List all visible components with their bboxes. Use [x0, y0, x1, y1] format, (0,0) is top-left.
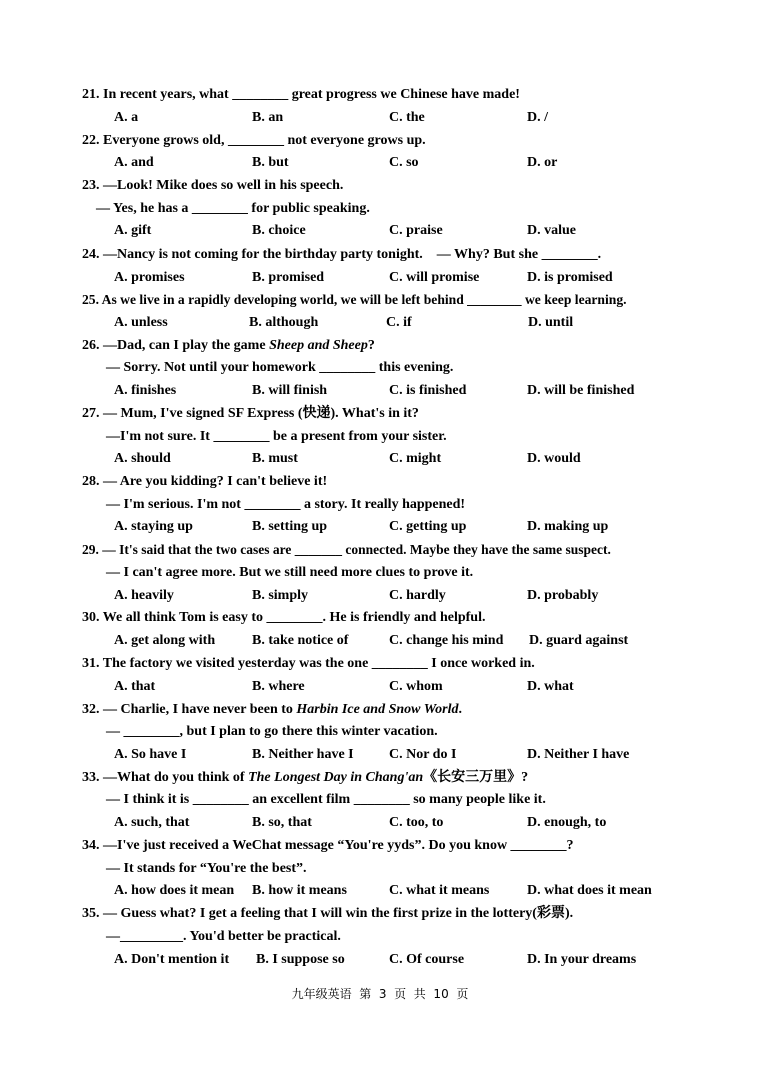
option-b: B. must	[252, 451, 298, 466]
option-a: A. get along with	[114, 633, 216, 648]
question-22-options	[0, 152, 760, 174]
option-d: D. will be finished	[527, 383, 635, 398]
option-b: B. setting up	[252, 519, 328, 534]
question-34-options	[0, 880, 760, 902]
option-d: D. until	[528, 315, 574, 330]
option-c: C. is finished	[389, 383, 467, 398]
option-d: D. /	[527, 110, 548, 125]
option-c: C. so	[389, 155, 419, 170]
place-name: Harbin Ice and Snow World	[296, 702, 459, 717]
game-title: Sheep and Sheep	[269, 338, 368, 353]
option-d: D. In your dreams	[527, 952, 637, 967]
question-27-options	[0, 448, 760, 470]
option-c: C. Nor do I	[389, 747, 457, 762]
question-33-reply: — I think it is ________ an excellent film ________ so many people like it.	[106, 792, 546, 807]
question-23-reply: — Yes, he has a ________ for public speaking.	[96, 201, 370, 216]
question-31-options	[0, 676, 760, 698]
question-23-stem: 23. —Look! Mike does so well in his speech.	[82, 178, 344, 193]
question-34-reply: — It stands for “You're the best”.	[106, 861, 307, 876]
option-d: D. enough, to	[527, 815, 607, 830]
option-b: B. I suppose so	[256, 952, 345, 967]
question-25-stem: 25. As we live in a rapidly developing world, we will be left behind ________ we keep learning.	[82, 292, 627, 307]
question-34-stem: 34. —I've just received a WeChat message “You're yyds”. Do you know ________?	[82, 838, 574, 853]
option-a: A. that	[114, 679, 156, 694]
option-c: C. will promise	[389, 270, 480, 285]
option-c: C. hardly	[389, 588, 446, 603]
question-28-stem: 28. — Are you kidding? I can't believe it!	[82, 474, 328, 489]
question-31-stem: 31. The factory we visited yesterday was the one ________ I once worked in.	[82, 656, 535, 671]
question-27-stem: 27. — Mum, I've signed SF Express (快递). What's in it?	[82, 406, 419, 421]
question-32-reply: — ________, but I plan to go there this winter vacation.	[106, 724, 438, 739]
question-33-options	[0, 812, 760, 834]
option-b: B. although	[249, 315, 319, 330]
option-a: A. Don't mention it	[114, 952, 230, 967]
option-b: B. will finish	[252, 383, 328, 398]
question-21-stem: 21. In recent years, what ________ great progress we Chinese have made!	[82, 87, 520, 102]
option-a: A. unless	[114, 315, 168, 330]
question-35-reply: —_________. You'd better be practical.	[106, 929, 341, 944]
question-26-stem: 26. —Dad, can I play the game Sheep and Sheep?	[82, 338, 375, 353]
question-25-options	[0, 312, 760, 334]
option-c: C. too, to	[389, 815, 444, 830]
option-b: B. where	[252, 679, 305, 694]
question-26-options	[0, 380, 760, 402]
option-b: B. Neither have I	[252, 747, 354, 762]
option-a: A. staying up	[114, 519, 193, 534]
question-29-stem: 29. — It's said that the two cases are _______ connected. Maybe they have the same suspect.	[82, 542, 611, 557]
option-c: C. the	[389, 110, 425, 125]
option-c: C. might	[389, 451, 442, 466]
question-26-reply: — Sorry. Not until your homework ________ this evening.	[106, 360, 454, 375]
option-c: C. if	[386, 315, 412, 330]
option-a: A. So have I	[114, 747, 187, 762]
page-footer: 九年级英语 第 3 页 共 10 页	[291, 987, 469, 1001]
option-d: D. is promised	[527, 270, 613, 285]
option-b: B. so, that	[252, 815, 312, 830]
question-28-reply: — I'm serious. I'm not ________ a story. It really happened!	[106, 497, 466, 512]
option-a: A. promises	[114, 270, 185, 285]
option-b: B. an	[252, 110, 284, 125]
option-b: B. choice	[252, 223, 306, 238]
option-c: C. praise	[389, 223, 443, 238]
option-c: C. change his mind	[389, 633, 504, 648]
option-a: A. heavily	[114, 588, 174, 603]
question-28-options	[0, 516, 760, 538]
option-d: D. what does it mean	[527, 883, 652, 898]
question-29-reply: — I can't agree more. But we still need more clues to prove it.	[106, 565, 474, 580]
question-32-options	[0, 744, 760, 766]
option-d: D. value	[527, 223, 576, 238]
option-c: C. whom	[389, 679, 443, 694]
question-21-options	[0, 107, 760, 129]
question-33-stem: 33. —What do you think of The Longest Day in Chang'an《长安三万里》?	[82, 770, 529, 785]
film-title: The Longest Day in Chang'an	[248, 770, 424, 785]
option-b: B. but	[252, 155, 289, 170]
question-27-reply: —I'm not sure. It ________ be a present from your sister.	[106, 429, 447, 444]
question-30-options	[0, 630, 760, 652]
option-a: A. how does it mean	[114, 883, 235, 898]
question-24-options	[0, 267, 760, 289]
option-d: D. or	[527, 155, 558, 170]
option-d: D. probably	[527, 588, 599, 603]
question-22-stem: 22. Everyone grows old, ________ not everyone grows up.	[82, 133, 426, 148]
option-d: D. making up	[527, 519, 609, 534]
option-a: A. and	[114, 155, 154, 170]
question-35-options	[0, 949, 760, 971]
option-d: D. would	[527, 451, 581, 466]
option-d: D. guard against	[529, 633, 629, 648]
option-b: B. how it means	[252, 883, 347, 898]
question-30-stem: 30. We all think Tom is easy to ________. He is friendly and helpful.	[82, 610, 486, 625]
question-29-options	[0, 585, 760, 607]
option-a: A. finishes	[114, 383, 177, 398]
option-a: A. such, that	[114, 815, 190, 830]
option-d: D. Neither I have	[527, 747, 630, 762]
option-a: A. should	[114, 451, 171, 466]
question-35-stem: 35. — Guess what? I get a feeling that I will win the first prize in the lottery(彩票).	[82, 906, 574, 921]
option-c: C. what it means	[389, 883, 490, 898]
option-d: D. what	[527, 679, 574, 694]
question-32-stem: 32. — Charlie, I have never been to Harbin Ice and Snow World.	[82, 702, 462, 717]
option-b: B. promised	[252, 270, 325, 285]
option-c: C. getting up	[389, 519, 467, 534]
option-a: A. a	[114, 110, 139, 125]
option-c: C. Of course	[389, 952, 465, 967]
option-b: B. take notice of	[252, 633, 349, 648]
question-23-options	[0, 220, 760, 242]
option-a: A. gift	[114, 223, 152, 238]
question-24-stem: 24. —Nancy is not coming for the birthday party tonight. — Why? But she ________.	[82, 247, 602, 262]
option-b: B. simply	[252, 588, 309, 603]
